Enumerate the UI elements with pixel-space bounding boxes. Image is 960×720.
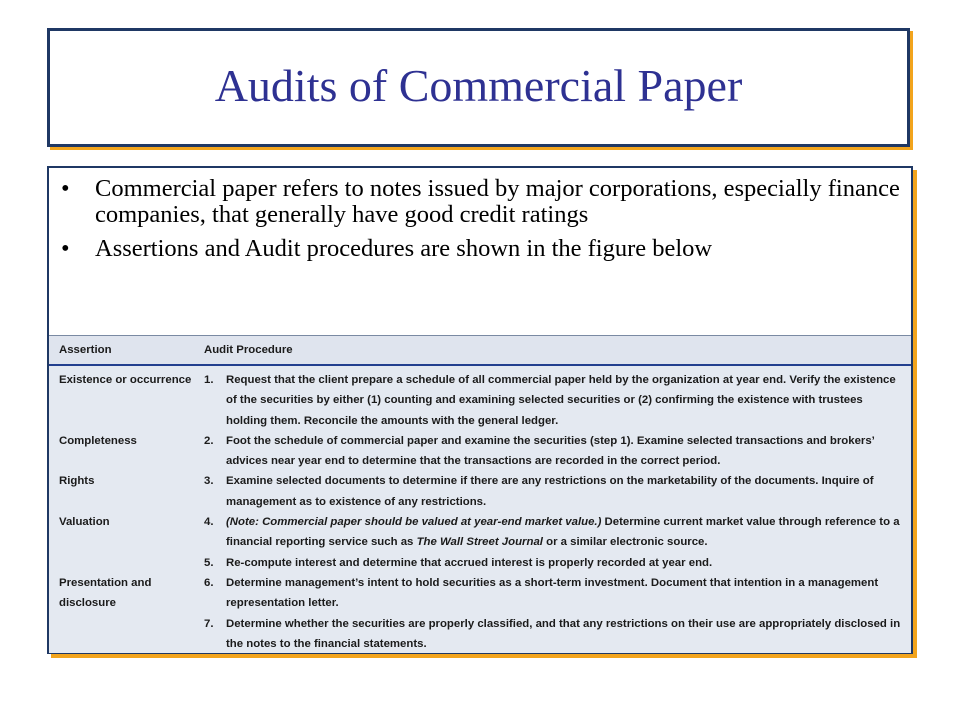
bullet-glyph: • bbox=[61, 175, 70, 202]
procedure-item bbox=[204, 614, 901, 655]
table-row bbox=[49, 573, 911, 654]
assertion-cell: Rights bbox=[59, 475, 95, 488]
procedure-number: 4. bbox=[204, 516, 214, 529]
procedure-item bbox=[204, 573, 901, 614]
bullet-glyph: • bbox=[61, 235, 70, 262]
bullet-item bbox=[59, 176, 901, 228]
procedure-cell bbox=[204, 512, 911, 573]
procedure-number: 6. bbox=[204, 576, 214, 589]
procedure-item bbox=[204, 512, 901, 553]
bullet-text: Assertions and Audit procedures are shown in the figure below bbox=[95, 235, 713, 262]
table-row bbox=[49, 471, 911, 512]
procedure-number: 2. bbox=[204, 434, 214, 447]
content-box bbox=[47, 166, 913, 654]
procedure-cell bbox=[204, 573, 911, 654]
bullet-text: Commercial paper refers to notes issued by major corporations, especially finance companies, that generally have good credit ratings bbox=[95, 175, 900, 228]
procedure-text: Request that the client prepare a schedule of all commercial paper held by the organization at year end. Verify the existence of the securities by either (1) counting and examining selected securities or (2) confirming the existence with trustees holding them. Reconcile the amounts with the general ledger. bbox=[226, 374, 896, 427]
procedure-note: (Note: Commercial paper should be valued at year-end market value.) bbox=[226, 516, 602, 529]
assertion-cell: Existence or occurrence bbox=[59, 374, 192, 386]
procedure-text bbox=[226, 512, 901, 553]
procedure-item bbox=[204, 553, 901, 573]
header-audit-procedure: Audit Procedure bbox=[204, 343, 293, 356]
procedure-number: 3. bbox=[204, 475, 214, 488]
bullet-list bbox=[59, 176, 901, 270]
table-row bbox=[49, 431, 911, 472]
assertion-cell: Presentation and disclosure bbox=[59, 576, 152, 610]
procedure-number: 1. bbox=[204, 374, 214, 386]
procedure-text: Re-compute interest and determine that accrued interest is properly recorded at year end. bbox=[226, 556, 713, 569]
procedure-number: 5. bbox=[204, 556, 214, 569]
procedure-text-main: Determine current market value through reference to a financial reporting service such as bbox=[226, 516, 900, 549]
procedure-item bbox=[204, 370, 901, 431]
table-row bbox=[49, 370, 911, 431]
procedure-cell bbox=[204, 370, 911, 431]
procedure-text: Determine management’s intent to hold securities as a short-term investment. Document that intention in a management representation letter. bbox=[226, 576, 879, 610]
procedure-text: Determine whether the securities are properly classified, and that any restrictions on their use are appropriately disclosed in the notes to the financial statements. bbox=[226, 617, 901, 650]
slide-title: Audits of Commercial Paper bbox=[214, 60, 743, 111]
title-box bbox=[47, 28, 910, 147]
procedure-number: 7. bbox=[204, 617, 214, 630]
procedure-cell bbox=[204, 471, 911, 512]
header-assertion: Assertion bbox=[59, 343, 112, 356]
bullet-item bbox=[59, 236, 901, 262]
procedure-text-end: or a similar electronic source. bbox=[542, 536, 708, 549]
procedure-item bbox=[204, 471, 901, 512]
table-row bbox=[49, 512, 911, 573]
figure-header bbox=[49, 336, 911, 366]
procedure-item bbox=[204, 431, 901, 472]
procedure-cell bbox=[204, 431, 911, 472]
assertion-cell: Completeness bbox=[59, 434, 137, 447]
audit-procedures-figure bbox=[49, 335, 911, 653]
assertion-cell: Valuation bbox=[59, 516, 110, 529]
publication-name: The Wall Street Journal bbox=[416, 536, 543, 549]
procedure-text: Examine selected documents to determine if there are any restrictions on the marketability of the documents. Inquire of management as to existence of any restrictions. bbox=[226, 475, 874, 508]
procedure-text: Foot the schedule of commercial paper and examine the securities (step 1). Examine selected transactions and brokers’ advices near year end to determine that the transactions are recorded in the correct period. bbox=[226, 434, 875, 468]
